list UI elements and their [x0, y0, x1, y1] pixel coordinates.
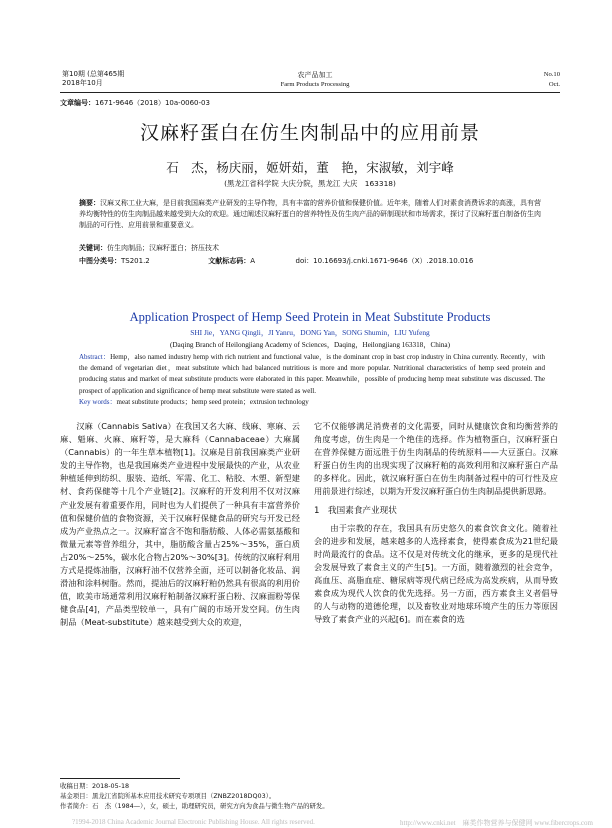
- site-url: http://www.cnki.net 麻类作物营养与保健网 www.fibercrops.com: [400, 819, 593, 827]
- journal-name-cn: 农产品加工: [297, 71, 333, 79]
- article-number: [60, 98, 210, 108]
- issue-number-en: No.10: [543, 71, 560, 78]
- header-rule: [60, 92, 560, 93]
- abstract-cn-label: 摘要：: [79, 199, 100, 207]
- affiliation: (黑龙江省科学院 大庆分院，黑龙江 大庆 163318): [224, 179, 396, 188]
- issue-month-en: Oct.: [548, 81, 560, 88]
- clc-value: TS201.2: [121, 257, 150, 265]
- abstract-en-text: Hemp，also named industry hemp with rich nutrient and functional value，is the dominant crop in bast crop industry in China currently. Recently，with the demand of vegetarian diet，meat substitute which had balanced nutritious is more and more popular. Nutritional characteristics of hemp seed protein and producing status and market of meat substitute products were elaborated in this paper. Meanwhile，possible of producing hemp meat substitute was discussed. The prospect of application and significance of hemp meat substitute were stated as well.: [79, 353, 545, 395]
- abstract-cn: [79, 198, 545, 231]
- journal-name-en: Farm Products Processing: [280, 81, 350, 88]
- doi-label: doi：: [295, 257, 314, 265]
- article-number-label: 文章编号：: [60, 99, 95, 107]
- section-heading: 1 我国素食产业现状: [314, 505, 397, 516]
- body-paragraph: 汉麻（Cannabis Sativa）在我国又名大麻、线麻、寒麻、云麻、魁麻、火麻、麻籽等，是大麻科（Cannabaceae）大麻属（Cannabis）的一年生草本植物[1]。汉麻是目前我国麻类产业研发的主导作物，也是我国麻类产业进程中发展最快的产业，从农业种植延伸到纺织、服装、造纸、军需、化工、粘胶、木塑、新型建材、食药保健等十几个产业链[2]。汉麻籽的开发利用不仅对汉麻产业发展有着重要作用，同时也为人们提供了一种具有丰富营养价值和保健价值的食物资源，关于汉麻籽保健食品的研究与开发已经成为产业热点之一。汉麻籽富含不饱和脂肪酸、人体必需氨基酸和微量元素等营养组分，其中，脂肪酸含量占25%～35%，蛋白质占20%～25%，碳水化合物占20%～30%[3]。传统的汉麻籽利用方式是提炼油脂，汉麻籽油不仅营养全面，还可以制备化妆品、润滑油和涂料树脂。然而，提油后的汉麻籽粕仍然具有很高的利用价值，欧美市场通常利用汉麻籽粕制备汉麻籽蛋白粉、汉麻面粉等保健食品[4]，产品类型较单一，具有广阔的市场开发空间。仿生肉制品（Meat-substitute）越来越受到大众的欢迎，: [60, 421, 300, 628]
- journal-name: [260, 70, 370, 90]
- issue-number: 第10期 (总第465期: [62, 70, 125, 78]
- body-paragraph: 它不仅能够满足消费者的文化需要，同时从健康饮食和均衡营养的角度考虑，仿生肉是一个绝佳的选择。作为植物蛋白，汉麻籽蛋白在营养保健方面远胜于仿生肉制品的传统原料——大豆蛋白。汉麻籽蛋白仿生肉的出现实现了汉麻籽粕的高效利用和汉麻籽蛋白产品的多样化。因此，就汉麻籽蛋白在仿生肉制备过程中的可行性及应用前景进行综述，以期为开发汉麻籽蛋白仿生肉制品提供新思路。: [314, 421, 558, 497]
- clc-label: 中图分类号：: [79, 257, 121, 265]
- issue-date: 2018年10月: [62, 79, 103, 87]
- footnote-author: 作者简介：石 杰（1984—），女，硕士，助理研究员，研究方向为食品与微生物产品的研发。: [60, 802, 329, 810]
- body-column-left: [60, 420, 300, 630]
- copyright-text: ?1994-2018 China Academic Journal Electronic Publishing House. All rights reserved.: [72, 818, 315, 826]
- footnote-fund: 基金项目：黑龙江省院所基本应用技术研究专项项目（ZNBZ2018DQ03）。: [60, 792, 276, 800]
- doc-code-value: A: [250, 257, 256, 265]
- abstract-en-label: Abstract：: [79, 353, 111, 361]
- article-number-value: 1671-9646（2018）10a-0060-03: [95, 99, 210, 107]
- affiliation-en: (Daqing Branch of Heilongjiang Academy of Sciences，Daqing，Heilongjiang 163318，China): [169, 341, 451, 349]
- abstract-en: [79, 352, 545, 408]
- body-column-right: [314, 420, 558, 626]
- body-paragraph: 由于宗教的存在，我国具有历史悠久的素食饮食文化。随着社会的进步和发展，越来越多的人选择素食，使得素食成为21世纪最时尚最流行的食品。这不仅是对传统文化的继承，更多的是现代社会发展导致了素食主义的产生[5]。一方面，随着激烈的社会竞争，高血压、高脂血症、糖尿病等现代病已经成为高发疾病，从而导致素食成为现代人饮食的优先选择。另一方面，西方素食主义者倡导的人与动物的道德伦理，以及畜牧业对地球环境产生的压力等原因导致了素食产业的兴起[6]。而在素食的选: [314, 522, 558, 625]
- doi-value: 10.16693/j.cnki.1671-9646（X）.2018.10.016: [313, 257, 474, 265]
- classification-line: [79, 256, 545, 267]
- keywords-en-label: Key words：: [79, 397, 117, 406]
- title-en: Application Prospect of Hemp Seed Protein in Meat Substitute Products: [129, 310, 491, 324]
- keywords-cn-text: 仿生肉制品；汉麻籽蛋白；挤压技术: [107, 244, 219, 252]
- author-list: 石 杰，杨庆丽，姬妍茹，董 艳，宋淑敏，刘宇峰: [166, 160, 454, 175]
- author-list-en: SHI Jie，YANG Qingli，JI Yanru，DONG Yan，SONG Shumin，LIU Yufeng: [190, 328, 430, 337]
- issue-info-en: [510, 70, 560, 90]
- keywords-cn: [79, 243, 545, 254]
- issue-info: [62, 70, 182, 88]
- doc-code-label: 文献标志码：: [208, 257, 251, 265]
- abstract-cn-text: 汉麻又称工业大麻，是目前我国麻类产业研发的主导作物，具有丰富的营养价值和保健价值。近年来，随着人们对素食消费诉求的高涨，具有营养均衡特性的仿生肉制品越来越受到大众的欢迎。通过阐述汉麻籽蛋白的营养特性及仿生肉产品的研制现状和市场需求，探讨了汉麻籽蛋白制备仿生肉制品的可行性、应用前景和重要意义。: [79, 199, 541, 229]
- keywords-cn-label: 关键词：: [79, 244, 107, 252]
- footnote-received: 收稿日期：2018-05-18: [60, 782, 130, 790]
- footnote-rule: [60, 778, 180, 779]
- keywords-en-text: meat substitute products；hemp seed protein；extrusion technology: [116, 397, 309, 406]
- page-title: 汉麻籽蛋白在仿生肉制品中的应用前景: [139, 122, 480, 144]
